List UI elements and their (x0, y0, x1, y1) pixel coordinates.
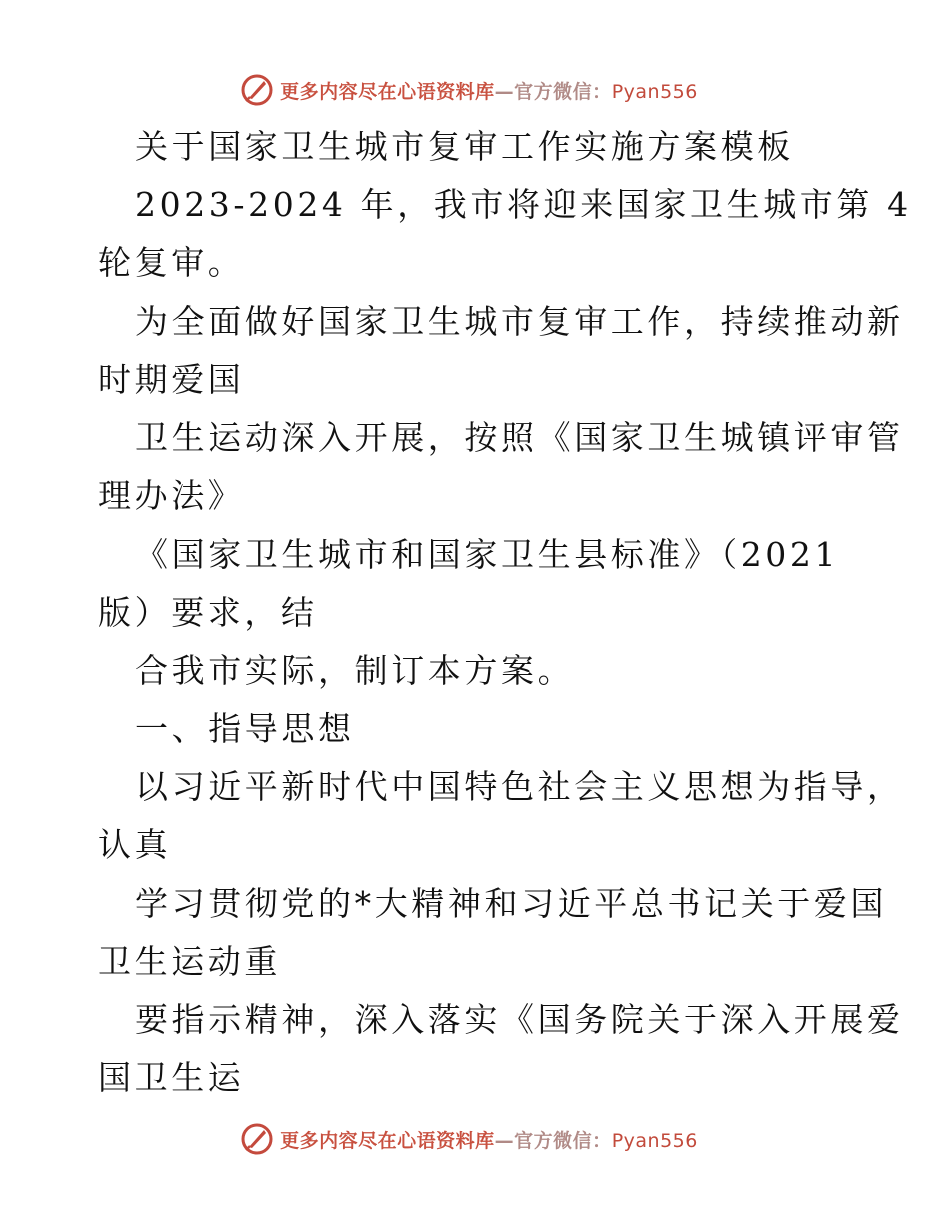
watermark-part1: 更多内容尽在心语资料库 (280, 80, 495, 103)
doc-line-8: 《国家卫生城市和国家卫生县标准》（2021 (135, 535, 840, 574)
doc-line-17: 国卫生运 (98, 1058, 245, 1097)
doc-line-12: 以习近平新时代中国特色社会主义思想为指导， (135, 767, 904, 806)
doc-line-13: 认真 (98, 825, 172, 864)
watermark-text (280, 77, 698, 104)
doc-line-2: 2023-2024 年，我市将迎来国家卫生城市第 4 (135, 185, 912, 224)
doc-line-9: 版）要求，结 (98, 593, 318, 632)
watermark-part3: Pyan556 (611, 80, 698, 103)
watermark-part2: —官方微信： (494, 1129, 612, 1152)
doc-line-15: 卫生运动重 (98, 942, 281, 981)
doc-line-1: 关于国家卫生城市复审工作实施方案模板 (135, 127, 794, 166)
watermark-banner-top (0, 70, 950, 110)
quill-logo-icon (240, 73, 274, 107)
doc-line-14: 学习贯彻党的*大精神和习近平总书记关于爱国 (135, 884, 888, 923)
doc-line-6: 卫生运动深入开展，按照《国家卫生城镇评审管 (135, 418, 904, 457)
doc-line-10: 合我市实际，制订本方案。 (135, 651, 575, 690)
watermark-banner-bottom (0, 1119, 950, 1159)
doc-line-11: 一、指导思想 (135, 709, 355, 748)
doc-line-4: 为全面做好国家卫生城市复审工作，持续推动新 (135, 302, 904, 341)
watermark-part3: Pyan556 (611, 1129, 698, 1152)
quill-logo-icon (240, 1122, 274, 1156)
watermark-part1: 更多内容尽在心语资料库 (280, 1129, 495, 1152)
doc-line-3: 轮复审。 (98, 243, 245, 282)
doc-line-7: 理办法》 (98, 476, 245, 515)
watermark-text (280, 1126, 698, 1153)
watermark-part2: —官方微信： (494, 80, 612, 103)
doc-line-16: 要指示精神，深入落实《国务院关于深入开展爱 (135, 1000, 904, 1039)
doc-line-5: 时期爱国 (98, 360, 245, 399)
